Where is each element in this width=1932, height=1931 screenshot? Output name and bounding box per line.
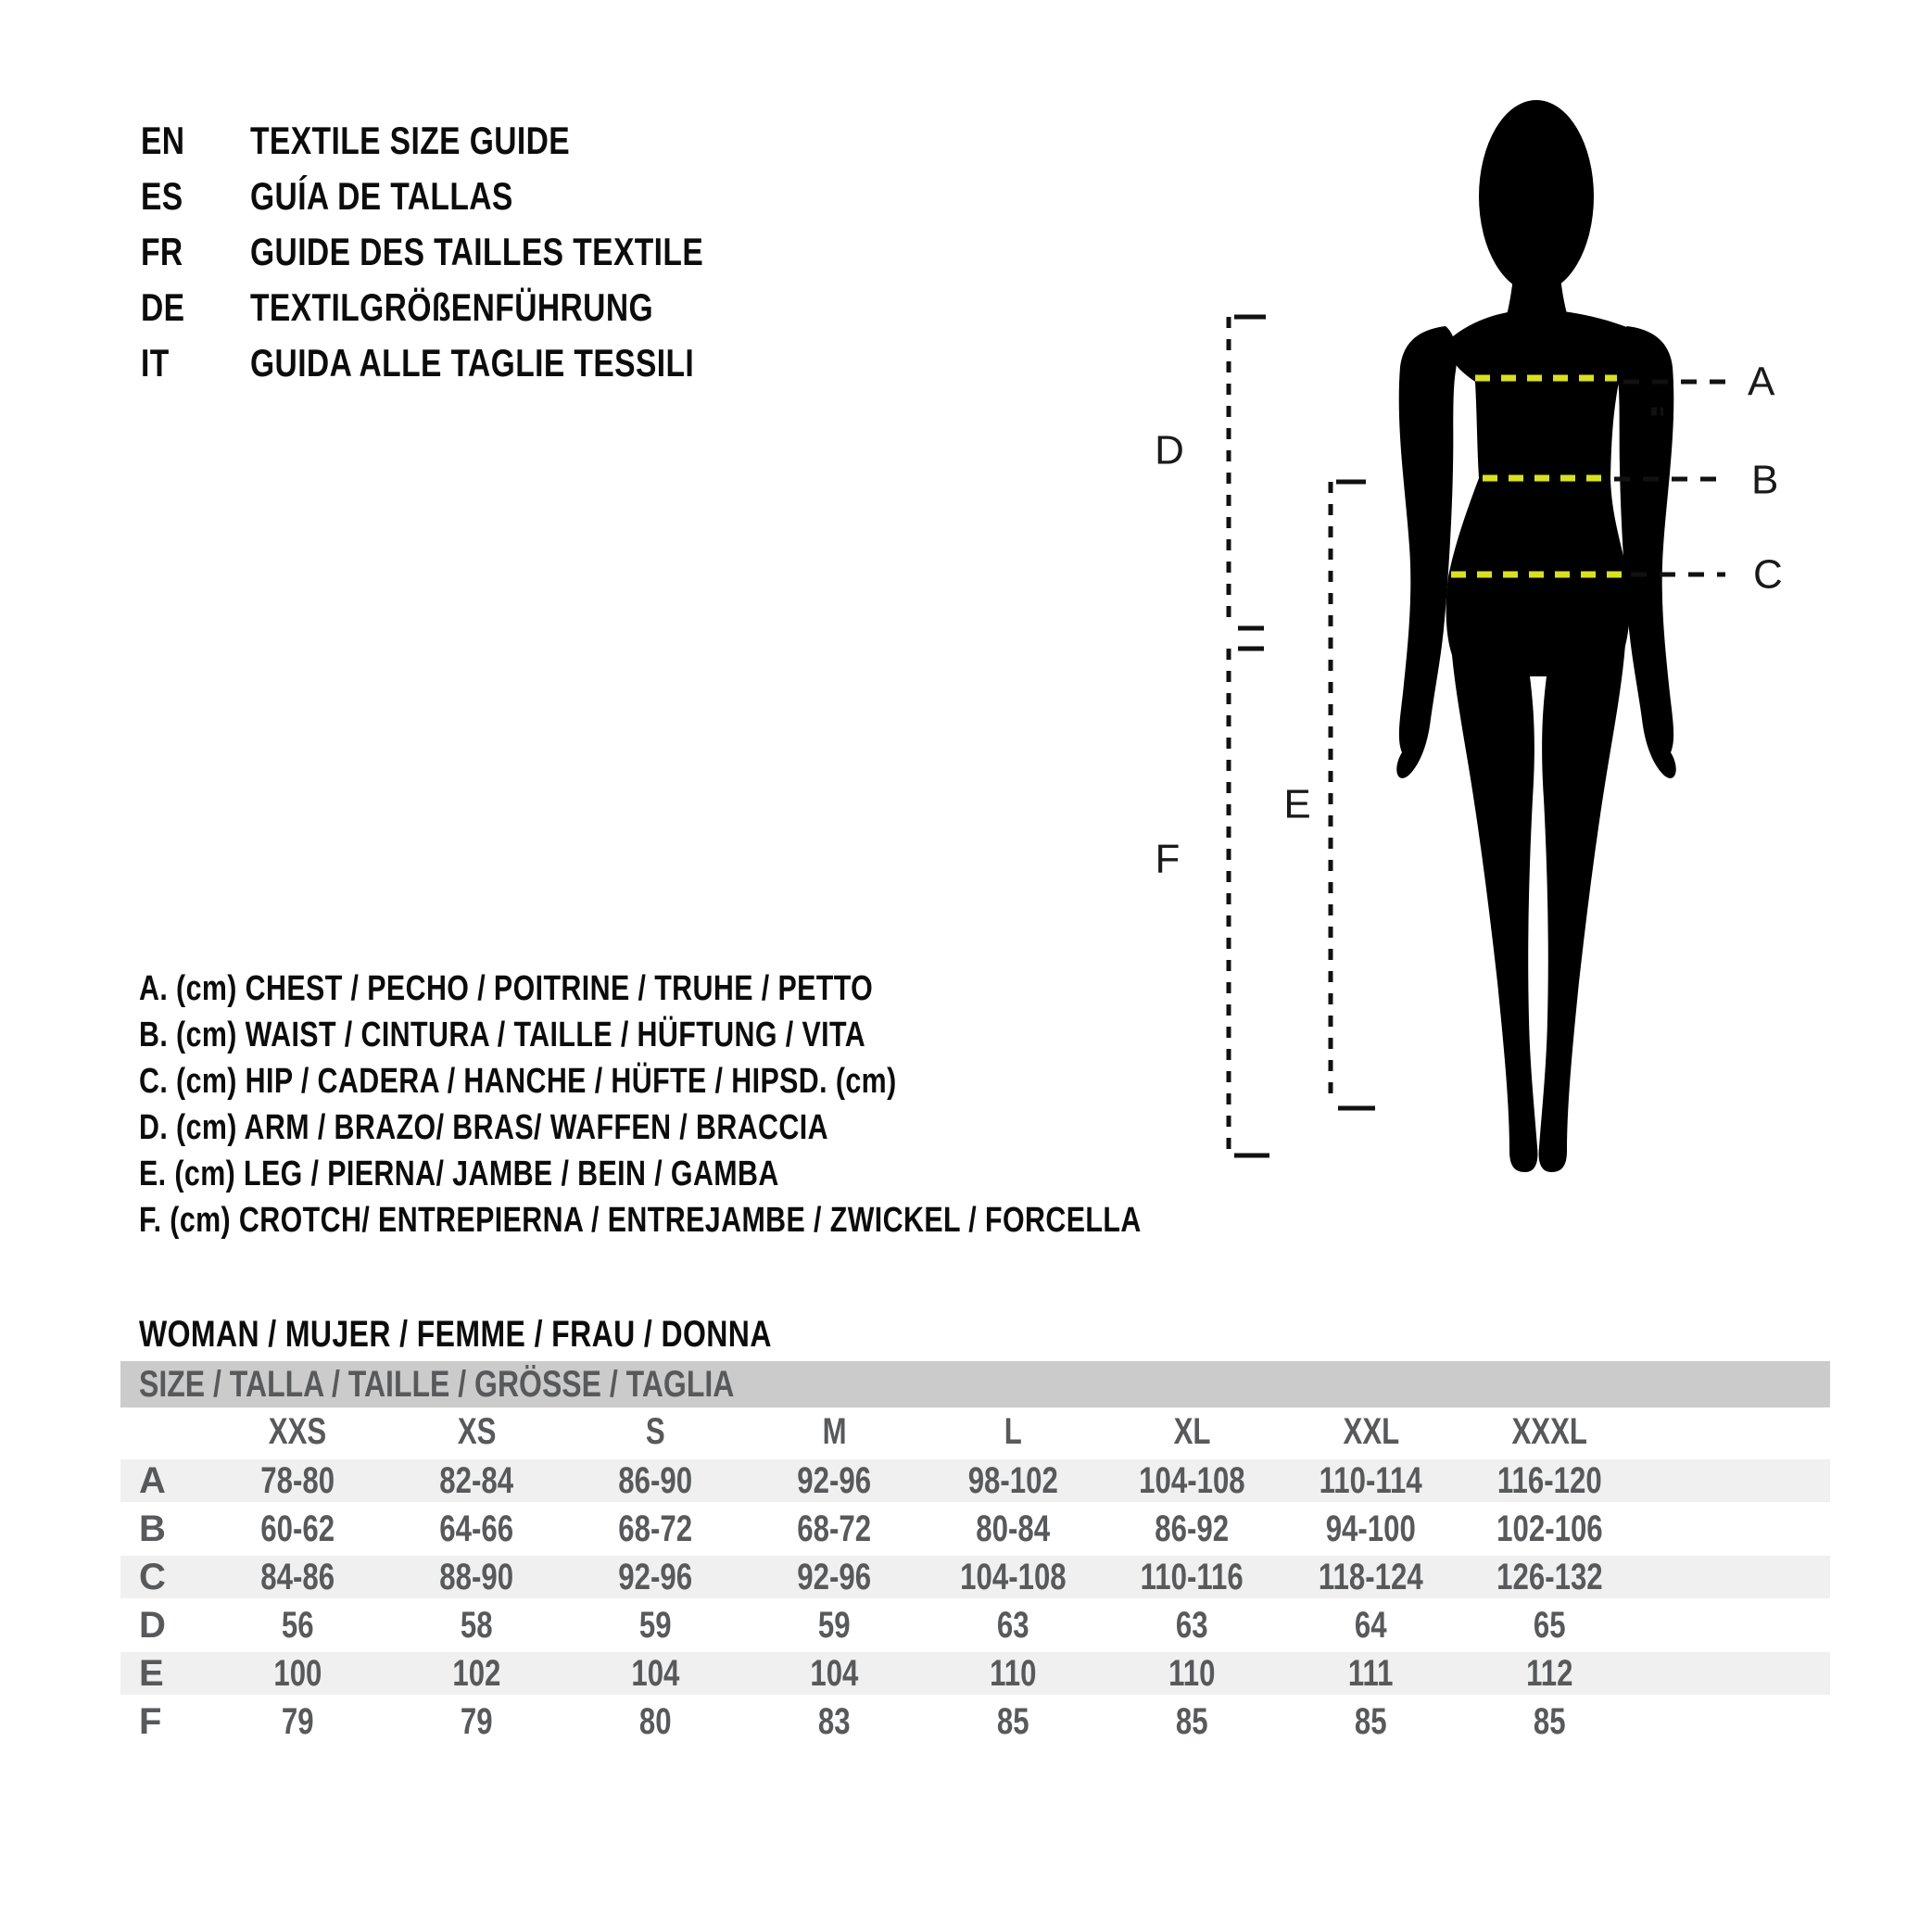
size-cell [924, 1557, 1103, 1598]
size-value: 85 [1534, 1700, 1566, 1742]
size-value: 68-72 [797, 1508, 872, 1549]
size-column-header [745, 1411, 924, 1453]
table-row [120, 1698, 1830, 1746]
row-label: E [139, 1652, 164, 1694]
silhouette-arm-left [1396, 326, 1457, 778]
language-code-text: FR [141, 230, 183, 273]
measurement-line-text: E. (cm) LEG / PIERNA/ JAMBE / BEIN / GAMBA [139, 1155, 779, 1193]
size-cell [1282, 1701, 1460, 1743]
size-cell [1460, 1701, 1639, 1743]
measurement-legend [139, 966, 1392, 1243]
measurement-line [139, 1197, 1392, 1243]
size-cell [1103, 1701, 1282, 1743]
measurement-line-text: A. (cm) CHEST / PECHO / POITRINE / TRUHE / PETTO [139, 969, 874, 1008]
size-value: 98-102 [967, 1459, 1059, 1501]
size-cell [1460, 1653, 1639, 1695]
size-value: 58 [461, 1604, 493, 1646]
size-cell [1282, 1508, 1460, 1550]
figure-label-arm: D [1155, 427, 1184, 473]
size-cell [745, 1460, 924, 1502]
language-code-text: ES [141, 174, 183, 218]
size-value: 80 [639, 1700, 672, 1742]
size-cell [1282, 1653, 1460, 1695]
size-cell [566, 1460, 745, 1502]
size-cell [924, 1605, 1103, 1647]
language-code [141, 113, 250, 169]
row-label: F [139, 1700, 162, 1742]
size-cell [745, 1701, 924, 1743]
size-value: 64 [1355, 1604, 1387, 1646]
size-cell [387, 1701, 566, 1743]
size-value: 100 [273, 1652, 322, 1694]
size-cell [1103, 1460, 1282, 1502]
size-value: 126-132 [1496, 1556, 1603, 1597]
size-cell [1103, 1605, 1282, 1647]
size-cell [387, 1605, 566, 1647]
size-column-header-text: XL [1173, 1411, 1211, 1452]
size-value: 102-106 [1496, 1508, 1603, 1549]
language-code [141, 280, 250, 335]
language-title: GUÍA DE TALLAS [250, 174, 513, 218]
size-value: 56 [282, 1604, 314, 1646]
table-row [120, 1505, 1830, 1553]
language-row [141, 113, 816, 169]
size-value: 64-66 [439, 1508, 514, 1549]
language-title: GUIDE DES TAILLES TEXTILE [250, 230, 704, 273]
size-column-header [1282, 1411, 1460, 1453]
sizes-row [120, 1407, 1830, 1457]
size-value: 63 [997, 1604, 1029, 1646]
measurement-line-text: F. (cm) CROTCH/ ENTREPIERNA / ENTREJAMBE / ZWICKEL / FORCELLA [139, 1201, 1142, 1240]
table-row [120, 1457, 1830, 1505]
size-value: 59 [639, 1604, 672, 1646]
size-value: 118-124 [1319, 1556, 1423, 1597]
size-cell [745, 1557, 924, 1598]
language-title: TEXTILGRÖßENFÜHRUNG [250, 285, 654, 329]
size-cell [1103, 1557, 1282, 1598]
size-cell [1460, 1605, 1639, 1647]
size-value: 92-96 [618, 1556, 693, 1597]
size-cell [566, 1653, 745, 1695]
language-title-block [141, 113, 816, 391]
table-header-bar [120, 1361, 1830, 1407]
size-column-header-text: S [646, 1411, 665, 1452]
size-value: 104-108 [1139, 1459, 1245, 1501]
figure-label-crotch: F [1155, 836, 1181, 882]
size-cell [745, 1508, 924, 1550]
size-cell [208, 1701, 387, 1743]
size-cell [387, 1460, 566, 1502]
size-value: 86-92 [1155, 1508, 1230, 1549]
size-column-header [1460, 1411, 1639, 1453]
language-code [141, 335, 250, 391]
size-value: 85 [1355, 1700, 1387, 1742]
size-cell [1103, 1653, 1282, 1695]
size-table-body [120, 1457, 1830, 1746]
measurement-line [139, 1151, 1392, 1197]
row-label: B [139, 1508, 166, 1549]
size-column-header-text: XS [457, 1411, 497, 1452]
size-cell [387, 1653, 566, 1695]
language-code-text: DE [141, 285, 185, 329]
measurement-line [139, 1012, 1392, 1058]
size-value: 110 [1168, 1652, 1216, 1694]
language-code-text: EN [141, 119, 185, 162]
table-row [120, 1649, 1830, 1698]
size-cell [208, 1605, 387, 1647]
language-code [141, 224, 250, 280]
size-value: 111 [1348, 1652, 1394, 1694]
size-cell [1460, 1508, 1639, 1550]
size-cell [208, 1557, 387, 1598]
size-column-header-text: XXL [1343, 1411, 1399, 1452]
size-value: 116-120 [1497, 1459, 1602, 1501]
size-value: 86-90 [618, 1459, 693, 1501]
language-code [141, 169, 250, 224]
size-value: 84-86 [260, 1556, 335, 1597]
size-column-header [924, 1411, 1103, 1453]
size-value: 92-96 [797, 1556, 872, 1597]
size-cell [208, 1508, 387, 1550]
size-value: 80-84 [976, 1508, 1051, 1549]
table-header-text: SIZE / TALLA / TAILLE / GRÖSSE / TAGLIA [139, 1363, 735, 1405]
size-value: 112 [1526, 1652, 1573, 1694]
row-label: C [139, 1556, 166, 1597]
size-cell [387, 1508, 566, 1550]
size-cell [745, 1605, 924, 1647]
language-row [141, 335, 816, 391]
size-value: 85 [997, 1700, 1029, 1742]
size-value: 94-100 [1325, 1508, 1417, 1549]
size-value: 92-96 [797, 1459, 872, 1501]
language-row [141, 169, 816, 224]
gender-line [139, 1314, 930, 1356]
measurement-line [139, 1104, 1392, 1151]
size-value: 68-72 [618, 1508, 693, 1549]
language-row [141, 280, 816, 335]
size-cell [924, 1653, 1103, 1695]
size-cell [566, 1508, 745, 1550]
size-column-header [208, 1411, 387, 1453]
size-value: 79 [461, 1700, 493, 1742]
language-title: GUIDA ALLE TAGLIE TESSILI [250, 341, 695, 385]
size-cell [1282, 1557, 1460, 1598]
table-row [120, 1601, 1830, 1649]
size-cell [745, 1653, 924, 1695]
figure-label-hip: C [1753, 551, 1783, 598]
row-label: A [139, 1459, 166, 1501]
gender-line-text: WOMAN / MUJER / FEMME / FRAU / DONNA [139, 1314, 772, 1355]
measurement-line-text: C. (cm) HIP / CADERA / HANCHE / HÜFTE / HIPSD. (cm) [139, 1062, 897, 1101]
size-value: 110-114 [1319, 1459, 1423, 1501]
size-column-header-text: L [1004, 1411, 1023, 1452]
size-value: 102 [452, 1652, 501, 1694]
size-value: 79 [282, 1700, 314, 1742]
size-cell [1282, 1460, 1460, 1502]
size-value: 110-116 [1140, 1556, 1244, 1597]
size-value: 104 [631, 1652, 680, 1694]
size-column-header-text: XXXL [1511, 1411, 1588, 1452]
woman-silhouette [1396, 100, 1675, 1172]
size-cell [566, 1605, 745, 1647]
measurement-line [139, 966, 1392, 1012]
size-value: 104 [810, 1652, 859, 1694]
measurement-line-text: B. (cm) WAIST / CINTURA / TAILLE / HÜFTUNG / VITA [139, 1016, 866, 1054]
measurement-line-text: D. (cm) ARM / BRAZO/ BRAS/ WAFFEN / BRACCIA [139, 1108, 828, 1147]
size-value: 83 [818, 1700, 851, 1742]
size-cell [1103, 1508, 1282, 1550]
table-row [120, 1553, 1830, 1601]
size-value: 85 [1176, 1700, 1208, 1742]
size-cell [924, 1508, 1103, 1550]
size-cell [1460, 1557, 1639, 1598]
size-value: 82-84 [439, 1459, 514, 1501]
size-cell [1282, 1605, 1460, 1647]
size-cell [924, 1460, 1103, 1502]
size-value: 59 [818, 1604, 851, 1646]
size-cell [566, 1557, 745, 1598]
figure-label-leg: E [1283, 781, 1311, 827]
size-cell [208, 1460, 387, 1502]
size-value: 63 [1176, 1604, 1208, 1646]
size-cell [566, 1701, 745, 1743]
measurement-line [139, 1058, 1392, 1104]
size-cell [1460, 1460, 1639, 1502]
size-column-header-text: XXS [269, 1411, 327, 1452]
size-cell [387, 1557, 566, 1598]
size-column-header-text: M [822, 1411, 847, 1452]
figure-label-chest: A [1748, 359, 1775, 405]
size-cell [208, 1653, 387, 1695]
size-cell [924, 1701, 1103, 1743]
size-value: 78-80 [260, 1459, 335, 1501]
language-row [141, 224, 816, 280]
size-column-header [566, 1411, 745, 1453]
size-value: 88-90 [439, 1556, 514, 1597]
figure-label-waist: B [1751, 457, 1779, 503]
size-table [120, 1361, 1830, 1746]
silhouette-arm-right [1616, 326, 1676, 778]
size-value: 60-62 [260, 1508, 335, 1549]
size-value: 110 [990, 1652, 1037, 1694]
row-label: D [139, 1604, 166, 1646]
size-column-header [1103, 1411, 1282, 1453]
size-value: 65 [1534, 1604, 1566, 1646]
size-value: 104-108 [960, 1556, 1067, 1597]
language-title: TEXTILE SIZE GUIDE [250, 119, 571, 162]
size-column-header [387, 1411, 566, 1453]
language-code-text: IT [141, 341, 170, 385]
